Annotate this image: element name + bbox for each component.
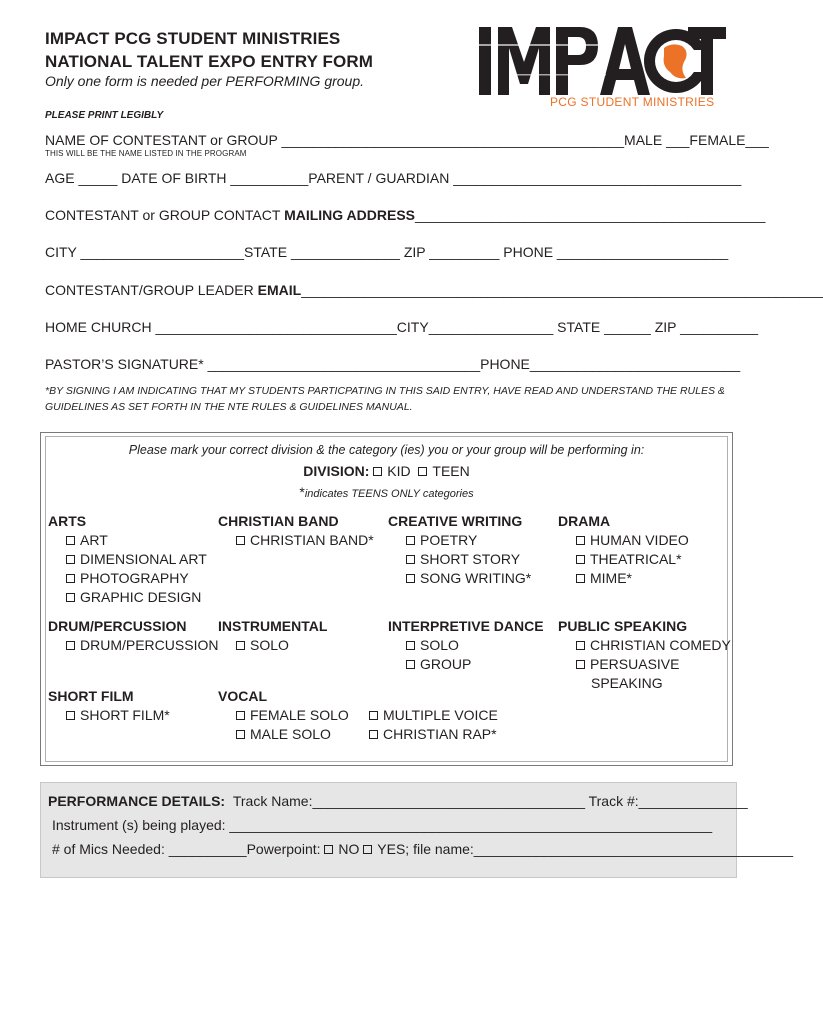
checkbox[interactable] — [406, 555, 415, 564]
option-label: SHORT STORY — [420, 551, 521, 567]
checkbox[interactable] — [236, 711, 245, 720]
checkbox[interactable] — [576, 641, 585, 650]
option-label: CHRISTIAN BAND* — [250, 532, 374, 548]
mailing-address-field[interactable] — [45, 207, 765, 223]
form-title-line1: IMPACT PCG STUDENT MINISTRIES — [45, 29, 341, 48]
option-mime[interactable] — [576, 570, 632, 586]
option-multiple-voice[interactable] — [369, 707, 498, 723]
leader-email-rule: ___________________________________________________________________ — [301, 282, 823, 298]
teen-label: TEEN — [432, 463, 470, 479]
option-label: PHOTOGRAPHY — [80, 570, 189, 586]
option-label: CHRISTIAN COMEDY — [590, 637, 731, 653]
checkbox[interactable] — [236, 536, 245, 545]
division-label: DIVISION: — [303, 463, 370, 479]
checkbox[interactable] — [406, 536, 415, 545]
track-line: Track Name:___________________________________ Track #:______________ — [232, 793, 748, 809]
option-graphic-design[interactable] — [66, 589, 201, 605]
teens-only-text: indicates TEENS ONLY categories — [304, 488, 474, 500]
checkbox[interactable] — [66, 555, 75, 564]
checkbox[interactable] — [66, 711, 75, 720]
checkbox[interactable] — [576, 536, 585, 545]
option-label: SOLO — [250, 637, 289, 653]
mailing-address-bold: MAILING ADDRESS — [284, 207, 415, 223]
age-dob-guardian-field[interactable]: AGE _____ DATE OF BIRTH __________PARENT / GUARDIAN _____________________________________ — [45, 170, 742, 186]
category-drum-percussion: DRUM/PERCUSSION — [48, 618, 187, 634]
option-label: HUMAN VIDEO — [590, 532, 689, 548]
leader-email-bold: EMAIL — [257, 282, 302, 298]
option-label: MIME* — [590, 570, 632, 586]
kid-checkbox[interactable] — [373, 467, 382, 476]
option-instrumental-solo[interactable] — [236, 637, 289, 653]
option-theatrical[interactable] — [576, 551, 682, 567]
teens-only-note — [40, 484, 733, 500]
mailing-address-label: CONTESTANT or GROUP CONTACT — [45, 207, 285, 223]
checkbox[interactable] — [236, 730, 245, 739]
division-selector — [40, 463, 733, 479]
track-name-field[interactable] — [48, 793, 748, 809]
category-creative-writing: CREATIVE WRITING — [388, 513, 523, 529]
mics-powerpoint-field[interactable] — [52, 841, 793, 857]
option-song-writing[interactable] — [406, 570, 531, 586]
option-label: SONG WRITING* — [420, 570, 532, 586]
checkbox[interactable] — [66, 536, 75, 545]
category-vocal: VOCAL — [218, 688, 267, 704]
division-instruction: Please mark your correct division & the category (ies) you or your group will be performing in: — [128, 443, 645, 457]
option-christian-band[interactable] — [236, 532, 374, 548]
option-christian-comedy[interactable] — [576, 637, 731, 653]
checkbox[interactable] — [66, 641, 75, 650]
contestant-name-field[interactable]: NAME OF CONTESTANT or GROUP ____________________________________________MALE ___FEMALE___ — [45, 132, 769, 148]
checkbox[interactable] — [66, 593, 75, 602]
option-label: FEMALE SOLO — [250, 707, 349, 723]
checkbox[interactable] — [406, 574, 415, 583]
checkbox[interactable] — [369, 711, 378, 720]
option-photography[interactable] — [66, 570, 189, 586]
option-label: MULTIPLE VOICE — [383, 707, 498, 723]
option-poetry[interactable] — [406, 532, 477, 548]
teens-only-star: * — [299, 484, 305, 500]
checkbox[interactable] — [236, 641, 245, 650]
option-label: PERSUASIVE — [590, 656, 680, 672]
checkbox[interactable] — [576, 660, 585, 669]
leader-email-field[interactable] — [45, 282, 823, 298]
checkbox[interactable] — [406, 660, 415, 669]
category-christian-band: CHRISTIAN BAND — [218, 513, 339, 529]
powerpoint-no-label: NO — [338, 841, 360, 857]
checkbox[interactable] — [576, 555, 585, 564]
powerpoint-yes-checkbox[interactable] — [363, 845, 372, 854]
checkbox[interactable] — [66, 574, 75, 583]
powerpoint-no-checkbox[interactable] — [324, 845, 333, 854]
city-state-zip-phone-field[interactable]: CITY _____________________STATE ______________ ZIP _________ PHONE ______________________ — [45, 244, 729, 260]
option-drum-percussion[interactable] — [66, 637, 218, 653]
form-title-line2: NATIONAL TALENT EXPO ENTRY FORM — [45, 52, 373, 71]
option-label: GROUP — [420, 656, 472, 672]
signature-disclaimer: *BY SIGNING I AM INDICATING THAT MY STUDENTS PARTICPATING IN THIS SAID ENTRY, HAVE READ AND UNDERSTAND THE RULES & GUIDELINES AS SET FORTH IN THE NTE RULES & GUIDELINES MANUAL. — [45, 385, 725, 413]
option-dimensional-art[interactable] — [66, 551, 207, 567]
category-instrumental: INSTRUMENTAL — [218, 618, 328, 634]
option-art[interactable] — [66, 532, 108, 548]
option-label: DIMENSIONAL ART — [80, 551, 207, 567]
performance-details-label: PERFORMANCE DETAILS: — [48, 793, 226, 809]
category-interpretive-dance: INTERPRETIVE DANCE — [388, 618, 544, 634]
option-label: GRAPHIC DESIGN — [80, 589, 202, 605]
option-label: SOLO — [420, 637, 459, 653]
print-legibly-note: PLEASE PRINT LEGIBLY — [45, 110, 164, 121]
home-church-field[interactable]: HOME CHURCH _______________________________CITY________________ STATE ______ ZIP __________ — [45, 319, 758, 335]
checkbox[interactable] — [369, 730, 378, 739]
leader-email-label: CONTESTANT/GROUP LEADER — [45, 282, 258, 298]
instrument-field[interactable]: Instrument (s) being played: ______________________________________________________________ — [52, 817, 713, 833]
option-label: ART — [80, 532, 108, 548]
option-short-story[interactable] — [406, 551, 520, 567]
mics-label: # of Mics Needed: __________Powerpoint: — [52, 841, 325, 857]
option-dance-solo[interactable] — [406, 637, 459, 653]
option-label: DRUM/PERCUSSION — [80, 637, 219, 653]
option-label: CHRISTIAN RAP* — [383, 726, 497, 742]
kid-label: KID — [387, 463, 411, 479]
category-drama: DRAMA — [558, 513, 611, 529]
option-male-solo[interactable] — [236, 726, 331, 742]
category-public-speaking: PUBLIC SPEAKING — [558, 618, 688, 634]
option-short-film[interactable] — [66, 707, 170, 723]
option-persuasive-speaking-line2: SPEAKING — [591, 675, 663, 691]
option-persuasive-speaking[interactable] — [576, 656, 679, 672]
checkbox[interactable] — [576, 574, 585, 583]
checkbox[interactable] — [406, 641, 415, 650]
option-female-solo[interactable] — [236, 707, 349, 723]
option-label: THEATRICAL* — [590, 551, 682, 567]
form-subtitle: Only one form is needed per PERFORMING group. — [45, 73, 365, 89]
option-label: MALE SOLO — [250, 726, 331, 742]
option-label: SHORT FILM* — [80, 707, 170, 723]
logo-tagline: PCG STUDENT MINISTRIES — [550, 95, 715, 109]
option-dance-group[interactable] — [406, 656, 471, 672]
teen-checkbox[interactable] — [418, 467, 427, 476]
category-short-film: SHORT FILM — [48, 688, 134, 704]
option-label: POETRY — [420, 532, 478, 548]
powerpoint-yes-label: YES; file name:_________________________________________ — [377, 841, 794, 857]
option-christian-rap[interactable] — [369, 726, 497, 742]
name-program-note: THIS WILL BE THE NAME LISTED IN THE PROGRAM — [45, 149, 247, 158]
option-human-video[interactable] — [576, 532, 689, 548]
pastor-signature-field[interactable]: PASTOR’S SIGNATURE* ___________________________________PHONE___________________________ — [45, 356, 741, 372]
mailing-address-rule: _____________________________________________ — [415, 207, 766, 223]
category-arts: ARTS — [48, 513, 87, 529]
